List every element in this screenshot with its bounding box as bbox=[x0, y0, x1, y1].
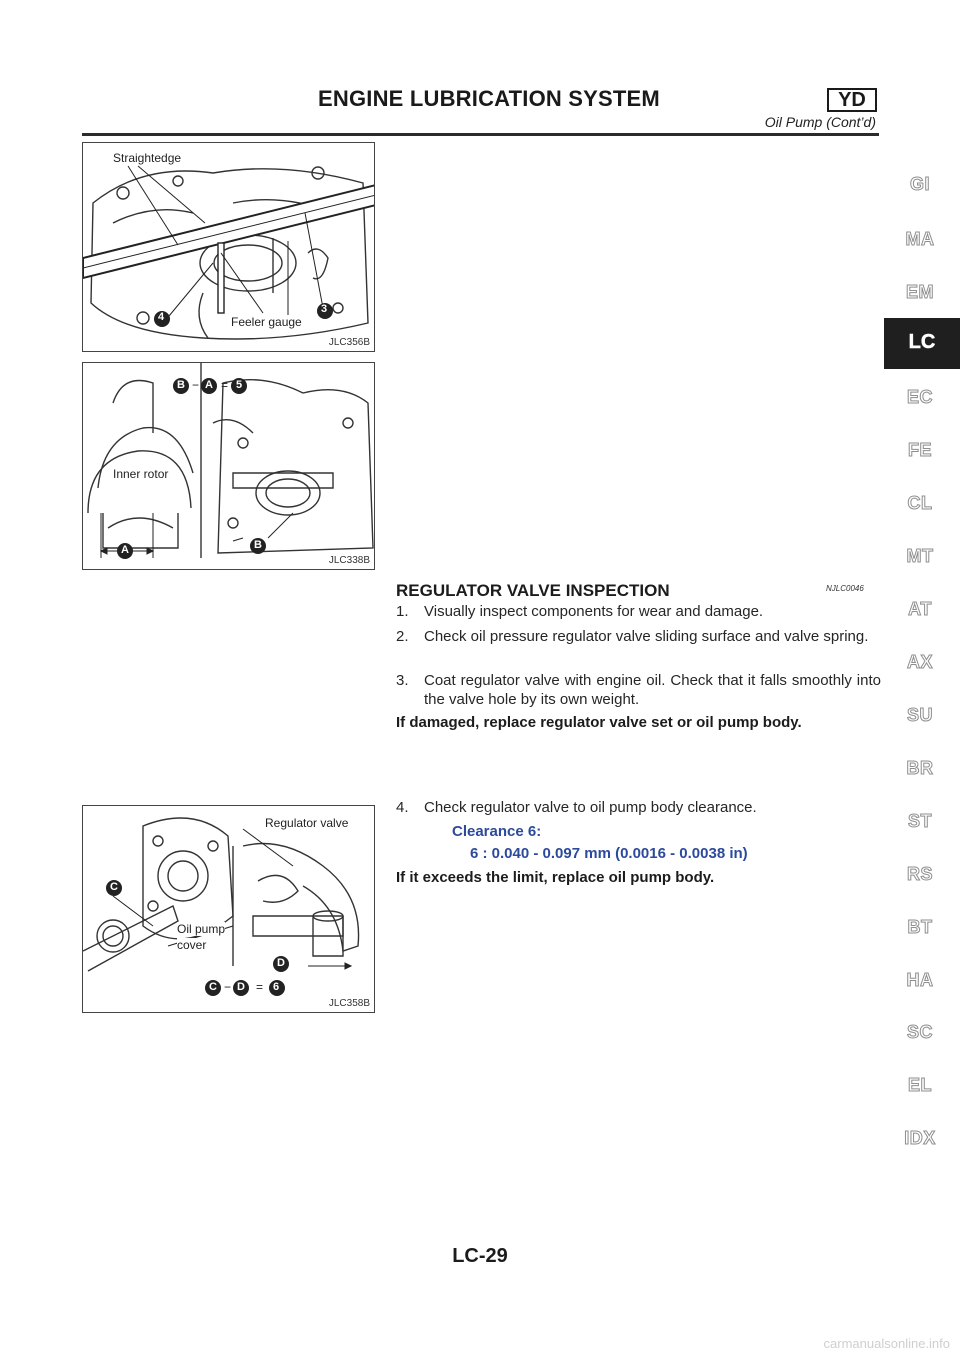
label-minus: − bbox=[192, 378, 200, 392]
label-callout-6: 6 bbox=[273, 981, 280, 993]
figure-code: JLC338B bbox=[328, 555, 370, 566]
figure-regulator-valve bbox=[82, 805, 375, 1013]
index-tab-cl[interactable]: CL bbox=[907, 493, 933, 513]
index-tab-st[interactable]: ST bbox=[907, 811, 932, 831]
label-regulator-valve: Regulator valve bbox=[265, 816, 349, 830]
step-1 bbox=[396, 602, 881, 621]
header-rule bbox=[82, 133, 879, 136]
label-callout-D-right: D bbox=[277, 957, 285, 969]
figure-code: JLC356B bbox=[328, 337, 370, 348]
label-callout-C-left: C bbox=[110, 881, 118, 893]
step-3 bbox=[396, 671, 881, 709]
label-callout-D: D bbox=[237, 981, 245, 993]
index-tab-br[interactable]: BR bbox=[906, 758, 934, 778]
page-number: LC-29 bbox=[452, 1245, 508, 1267]
section-reference-code: NJLC0046 bbox=[826, 584, 864, 593]
note-exceeds-limit: If it exceeds the limit, replace oil pump body. bbox=[396, 869, 715, 886]
step-2 bbox=[396, 627, 881, 646]
label-callout-A: A bbox=[121, 544, 129, 556]
index-tab-at[interactable]: AT bbox=[908, 599, 932, 619]
label-callout-4: 4 bbox=[158, 311, 165, 323]
step-text: Check regulator valve to oil pump body clearance. bbox=[424, 799, 757, 816]
clearance-value: 6 : 0.040 - 0.097 mm (0.0016 - 0.0038 in) bbox=[470, 845, 748, 862]
active-tab-label: LC bbox=[908, 331, 936, 353]
figure-code: JLC358B bbox=[328, 998, 370, 1009]
label-callout-A-top: A bbox=[205, 379, 213, 391]
straightedge-illustration bbox=[83, 143, 375, 352]
index-tab-idx[interactable]: IDX bbox=[904, 1128, 936, 1148]
index-tab-su[interactable]: SU bbox=[906, 705, 933, 725]
index-tab-bt[interactable]: BT bbox=[907, 917, 933, 937]
index-tab-ax[interactable]: AX bbox=[906, 652, 933, 672]
step-number: 3. bbox=[396, 672, 409, 689]
step-number: 4. bbox=[396, 799, 409, 816]
step-number: 1. bbox=[396, 603, 409, 620]
step-4 bbox=[396, 798, 881, 817]
label-equals: = bbox=[221, 378, 229, 392]
index-tab-ec[interactable]: EC bbox=[906, 387, 933, 407]
label-callout-B: B bbox=[254, 539, 262, 551]
label-callout-C: C bbox=[209, 981, 217, 993]
page-title: ENGINE LUBRICATION SYSTEM bbox=[318, 86, 660, 111]
label-equals: = bbox=[256, 980, 264, 994]
footer-watermark: carmanualsonline.info bbox=[823, 1336, 950, 1351]
page-subtitle: Oil Pump (Cont’d) bbox=[764, 114, 876, 130]
label-feeler-gauge: Feeler gauge bbox=[231, 315, 302, 329]
index-tab-em[interactable]: EM bbox=[906, 282, 934, 302]
label-cover: cover bbox=[177, 938, 207, 952]
label-callout-B-top: B bbox=[177, 379, 185, 391]
engine-badge: YD bbox=[827, 88, 877, 112]
label-callout-3: 3 bbox=[321, 303, 328, 315]
step-text: Check oil pressure regulator valve sliding surface and valve spring. bbox=[424, 628, 869, 645]
index-tab-gi[interactable]: GI bbox=[909, 174, 930, 194]
index-tab-lc-active[interactable] bbox=[884, 318, 960, 369]
figure-straightedge bbox=[82, 142, 375, 352]
index-tab-fe[interactable]: FE bbox=[907, 440, 932, 460]
label-inner-rotor: Inner rotor bbox=[113, 467, 169, 481]
label-straightedge: Straightedge bbox=[113, 151, 182, 165]
step-number: 2. bbox=[396, 628, 409, 645]
label-callout-5: 5 bbox=[236, 379, 243, 391]
label-oil-pump: Oil pump bbox=[177, 922, 226, 936]
index-tab-ma[interactable]: MA bbox=[905, 229, 935, 249]
index-tab-el[interactable]: EL bbox=[907, 1075, 932, 1095]
step-text: Coat regulator valve with engine oil. Check that it falls smoothly into the valve hole by its own weight. bbox=[424, 672, 881, 708]
note-damaged: If damaged, replace regulator valve set or oil pump body. bbox=[396, 714, 802, 731]
index-tab-mt[interactable]: MT bbox=[906, 546, 934, 566]
section-heading: REGULATOR VALVE INSPECTION bbox=[396, 581, 670, 600]
index-tab-rs[interactable]: RS bbox=[906, 864, 933, 884]
index-tab-sc[interactable]: SC bbox=[906, 1022, 933, 1042]
label-minus: − bbox=[224, 980, 232, 994]
clearance-label: Clearance 6: bbox=[452, 823, 542, 840]
figure-inner-rotor bbox=[82, 362, 375, 570]
step-text: Visually inspect components for wear and damage. bbox=[424, 603, 764, 620]
index-tab-ha[interactable]: HA bbox=[906, 970, 934, 990]
